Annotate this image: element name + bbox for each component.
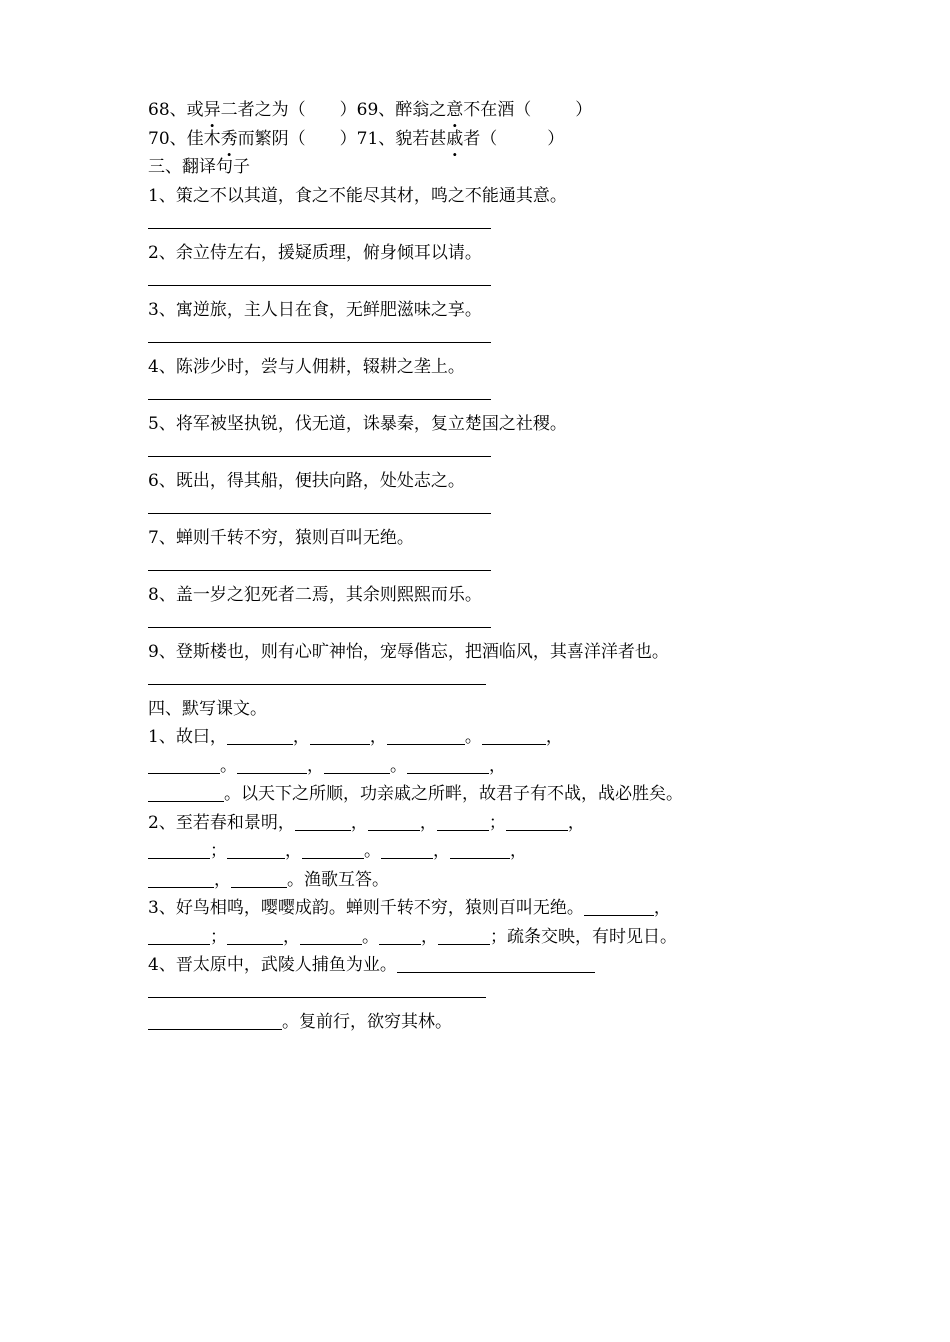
translate-item-3: 3、寓逆旅，主人日在食，无鲜肥滋味之享。 — [148, 299, 482, 320]
punct: ； — [210, 841, 227, 861]
punct: ， — [369, 727, 387, 747]
translate-item-8: 8、盖一岁之犯死者二焉，其余则熙熙而乐。 — [148, 584, 482, 605]
q68-close: ） — [339, 100, 357, 120]
blank[interactable] — [148, 1011, 282, 1030]
recite-4-row-3 — [148, 1008, 788, 1037]
answer-line-8[interactable] — [148, 609, 788, 638]
punct: 。 — [364, 841, 381, 861]
blank[interactable] — [148, 926, 210, 945]
punct: ； — [488, 812, 506, 833]
blank[interactable] — [379, 926, 421, 945]
blank[interactable] — [407, 755, 489, 774]
recite-4-row-1 — [148, 951, 788, 980]
q71-pre: 71、貌若甚 — [356, 128, 447, 149]
punct: 。 — [464, 727, 482, 747]
translate-item-2: 2、余立侍左右，援疑质理，俯身倾耳以请。 — [148, 242, 482, 263]
answer-line-9[interactable] — [148, 666, 788, 695]
punct: ， — [283, 926, 300, 947]
answer-line-2[interactable] — [148, 267, 788, 296]
translate-item-5: 5、将军被坚执锐，伐无道，诛暴秦，复立楚国之社稷。 — [148, 413, 567, 434]
q71-close: ） — [547, 128, 565, 149]
blank[interactable] — [324, 755, 390, 774]
blank[interactable] — [397, 954, 595, 973]
answer-line-5[interactable] — [148, 438, 788, 467]
blank[interactable] — [310, 726, 370, 745]
section-4-title: 四、默写课文。 — [148, 698, 267, 719]
recite-4-row-2[interactable] — [148, 980, 788, 1009]
answer-line-3[interactable] — [148, 324, 788, 353]
recite-1-row-3 — [148, 780, 788, 809]
blank[interactable] — [227, 840, 285, 859]
q70-close: ） — [339, 128, 357, 149]
punct: ， — [489, 755, 506, 776]
blank[interactable] — [148, 755, 220, 774]
vocab-row-1 — [148, 96, 788, 125]
answer-line-1[interactable] — [148, 210, 788, 239]
punct: ， — [510, 841, 527, 861]
recite-4-prompt: 4、晋太原中，武陵人捕鱼为业。 — [148, 955, 397, 975]
punct: ， — [307, 755, 324, 776]
blank[interactable] — [295, 812, 351, 831]
punct: ， — [433, 841, 450, 861]
blank[interactable] — [482, 726, 546, 745]
blank[interactable] — [148, 840, 210, 859]
recite-1-row-1 — [148, 723, 788, 752]
translate-item-1: 1、策之不以其道，食之不能尽其材，鸣之不能通其意。 — [148, 185, 567, 206]
worksheet-page — [148, 96, 788, 1037]
recite-2-row-3 — [148, 866, 788, 895]
punct: ， — [292, 727, 310, 747]
blank[interactable] — [300, 926, 362, 945]
recite-3-row-2 — [148, 923, 788, 952]
punct: ， — [567, 812, 585, 833]
translate-item-4: 4、陈涉少时，尝与人佣耕，辍耕之垄上。 — [148, 356, 465, 377]
q70-post: 而繁阴（ — [237, 128, 306, 149]
q69-close: ） — [575, 100, 593, 120]
recite-4-ending: 。复前行，欲穷其林。 — [282, 1012, 452, 1032]
recite-1-prompt: 1、故曰， — [148, 727, 227, 747]
blank[interactable] — [584, 897, 654, 916]
punct: ， — [350, 812, 368, 833]
recite-2-row-1 — [148, 809, 788, 838]
answer-line-6[interactable] — [148, 495, 788, 524]
recite-2-row-2 — [148, 837, 788, 866]
blank[interactable] — [227, 926, 283, 945]
punct: ， — [653, 898, 671, 918]
q70-dotted-char: 秀 — [220, 128, 238, 149]
recite-1-ending: 。以天下之所顺，功亲戚之所畔，故君子有不战，战必胜矣。 — [224, 784, 683, 804]
blank[interactable] — [227, 726, 293, 745]
punct: ， — [419, 812, 437, 833]
punct: 。 — [390, 755, 407, 776]
punct: ， — [214, 869, 231, 890]
recite-3-prompt: 3、好鸟相鸣，嘤嘤成韵。蝉则千转不穷，猿则百叫无绝。 — [148, 898, 584, 918]
recite-2-ending: 。渔歌互答。 — [287, 869, 389, 890]
recite-2-prompt: 2、至若春和景明， — [148, 812, 295, 833]
punct: ， — [285, 841, 302, 861]
translate-item-6: 6、既出，得其船，便扶向路，处处志之。 — [148, 470, 465, 491]
vocab-row-2 — [148, 125, 788, 154]
recite-3-ending: ；疏条交映，有时见日。 — [490, 926, 677, 947]
answer-line-7[interactable] — [148, 552, 788, 581]
q70-pre: 70、佳木 — [148, 128, 221, 149]
section-3-title: 三、翻译句子 — [148, 157, 250, 177]
q68-post: 二者之为（ — [220, 100, 306, 120]
q68-pre: 68、或 — [148, 100, 204, 120]
q69-dotted-char: 意 — [446, 100, 464, 120]
punct: ， — [421, 926, 438, 947]
q69-post: 不在酒（ — [463, 100, 532, 120]
q71-dotted-char: 戚 — [446, 128, 464, 149]
blank[interactable] — [438, 926, 490, 945]
punct: 。 — [220, 755, 237, 776]
blank[interactable] — [437, 812, 489, 831]
blank[interactable] — [302, 840, 364, 859]
recite-1-row-2 — [148, 752, 788, 781]
blank[interactable] — [506, 812, 568, 831]
answer-line-4[interactable] — [148, 381, 788, 410]
blank[interactable] — [450, 840, 510, 859]
blank[interactable] — [148, 869, 214, 888]
punct: ， — [545, 727, 563, 747]
punct: ； — [210, 926, 227, 947]
punct: 。 — [362, 926, 379, 947]
blank[interactable] — [237, 755, 307, 774]
blank[interactable] — [381, 840, 433, 859]
blank[interactable] — [231, 869, 287, 888]
q68-dotted-char: 异 — [203, 100, 221, 120]
q69-pre: 69、醉翁之 — [356, 100, 447, 120]
translate-item-9: 9、登斯楼也，则有心旷神怡，宠辱偕忘，把酒临风，其喜洋洋者也。 — [148, 641, 669, 662]
translate-item-7: 7、蝉则千转不穷，猿则百叫无绝。 — [148, 527, 414, 548]
q71-post: 者（ — [463, 128, 498, 149]
blank[interactable] — [148, 783, 224, 802]
recite-3-row-1 — [148, 894, 788, 923]
blank[interactable] — [368, 812, 420, 831]
blank[interactable] — [387, 726, 465, 745]
